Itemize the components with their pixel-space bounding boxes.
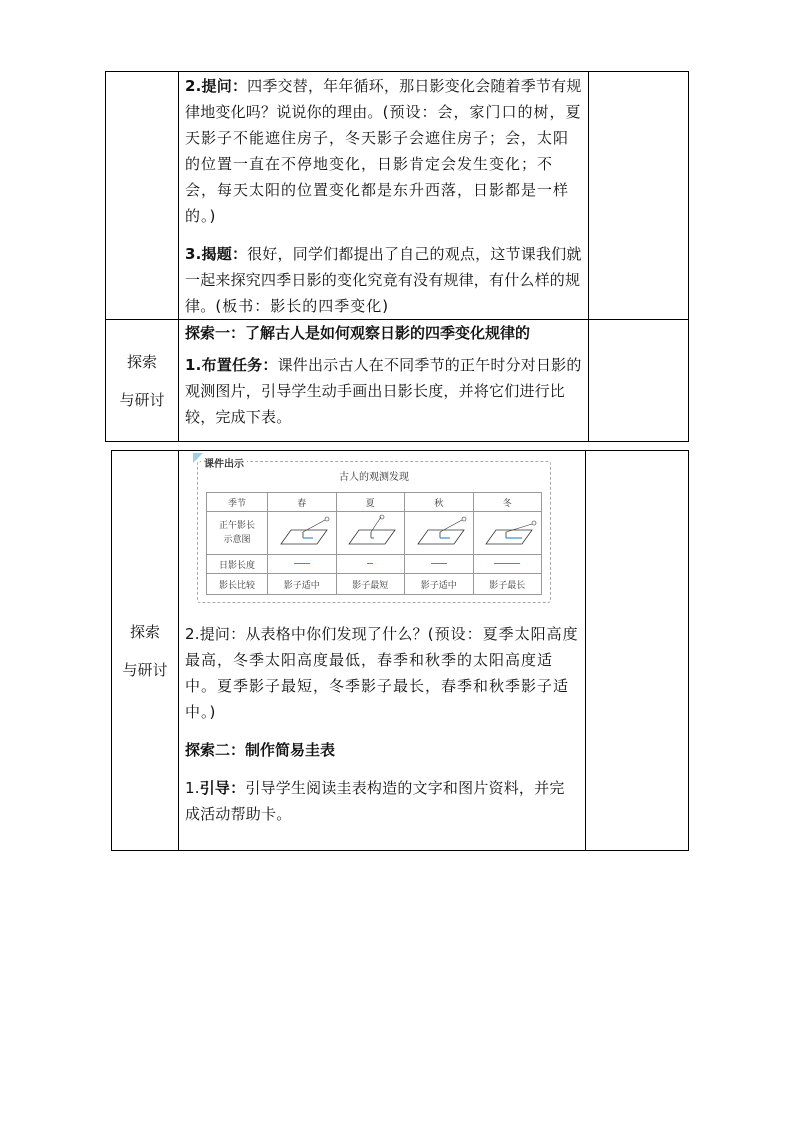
explore1-title: 探索一：了解古人是如何观察日影的四季变化规律的	[185, 324, 531, 342]
section-label-cell	[106, 320, 179, 442]
spring-shadow-diagram	[268, 512, 337, 555]
courseware-tag: 课件出示	[201, 455, 247, 470]
autumn-length-mark	[405, 555, 474, 574]
notes-cell	[589, 320, 689, 442]
courseware-figure	[185, 451, 579, 611]
guide-paragraph: 1.引导：引导学生阅读圭表构造的文字和图片资料，并完成活动帮助卡。	[185, 779, 565, 823]
obs-diagram-row	[207, 512, 542, 555]
obs-length-label: 日影长度	[207, 555, 268, 574]
lesson-table-1	[105, 71, 689, 442]
intro-content-cell	[179, 72, 589, 320]
obs-header-summer: 夏	[336, 493, 405, 512]
notes-cell	[589, 72, 689, 320]
empty-label-cell	[106, 72, 179, 320]
winter-shadow-diagram	[473, 512, 542, 555]
summer-compare: 影子最短	[336, 574, 405, 595]
lesson-table-2	[111, 450, 689, 851]
section-label-line2: 与研讨	[122, 660, 168, 679]
obs-header-spring: 春	[268, 493, 337, 512]
section-label-cell	[112, 451, 179, 851]
explore2-title: 探索二：制作简易圭表	[185, 741, 336, 759]
assign-task-paragraph: 1.布置任务：课件出示古人在不同季节的正午时分对日影的观测图片，引导学生动手画出日影长度，并将它们进行比较，完成下表。	[185, 356, 582, 426]
section-label-line1: 探索	[126, 352, 157, 371]
summer-shadow-diagram	[336, 512, 405, 555]
winter-length-mark	[473, 555, 542, 574]
obs-diagram-label: 正午影长示意图	[207, 512, 268, 555]
summer-length-mark	[336, 555, 405, 574]
spring-length-mark	[268, 555, 337, 574]
obs-header-season: 季节	[207, 493, 268, 512]
question-paragraph: 2.提问：四季交替，年年循环，那日影变化会随着季节有规律地变化吗？说说你的理由。(预设：会，家门口的树，夏天影子不能遮住房子，冬天影子会遮住房子；会，太阳的位置一直在不停地变化，日影肯定会发生变化；不会，每天太阳的位置变化都是东升西落，日影都是一样的。)	[185, 77, 582, 225]
explore-content-cell	[179, 451, 586, 851]
obs-compare-label: 影长比较	[207, 574, 268, 595]
section-label-line1: 探索	[129, 622, 160, 641]
autumn-compare: 影子适中	[405, 574, 474, 595]
obs-compare-row	[207, 574, 542, 595]
reveal-topic-paragraph: 3.揭题：很好，同学们都提出了自己的观点，这节课我们就一起来探究四季日影的变化究竟有没有规律，有什么样的规律。(板书：影长的四季变化)	[185, 245, 582, 315]
discover-question-paragraph: 2.提问：从表格中你们发现了什么？(预设：夏季太阳高度最高，冬季太阳高度最低，春季和秋季的太阳高度适中。夏季影子最短，冬季影子最长，春季和秋季影子适中。)	[185, 625, 579, 721]
winter-compare: 影子最长	[473, 574, 542, 595]
notes-cell	[586, 451, 689, 851]
obs-header-autumn: 秋	[405, 493, 474, 512]
obs-header-row	[207, 493, 542, 512]
observation-table	[206, 492, 542, 595]
autumn-shadow-diagram	[405, 512, 474, 555]
courseware-title: 古人的观测发现	[339, 472, 409, 483]
explore-content-cell	[179, 320, 589, 442]
courseware-frame	[197, 461, 551, 603]
section-label-line2: 与研讨	[119, 390, 165, 409]
obs-length-row	[207, 555, 542, 574]
spring-compare: 影子适中	[268, 574, 337, 595]
obs-header-winter: 冬	[473, 493, 542, 512]
